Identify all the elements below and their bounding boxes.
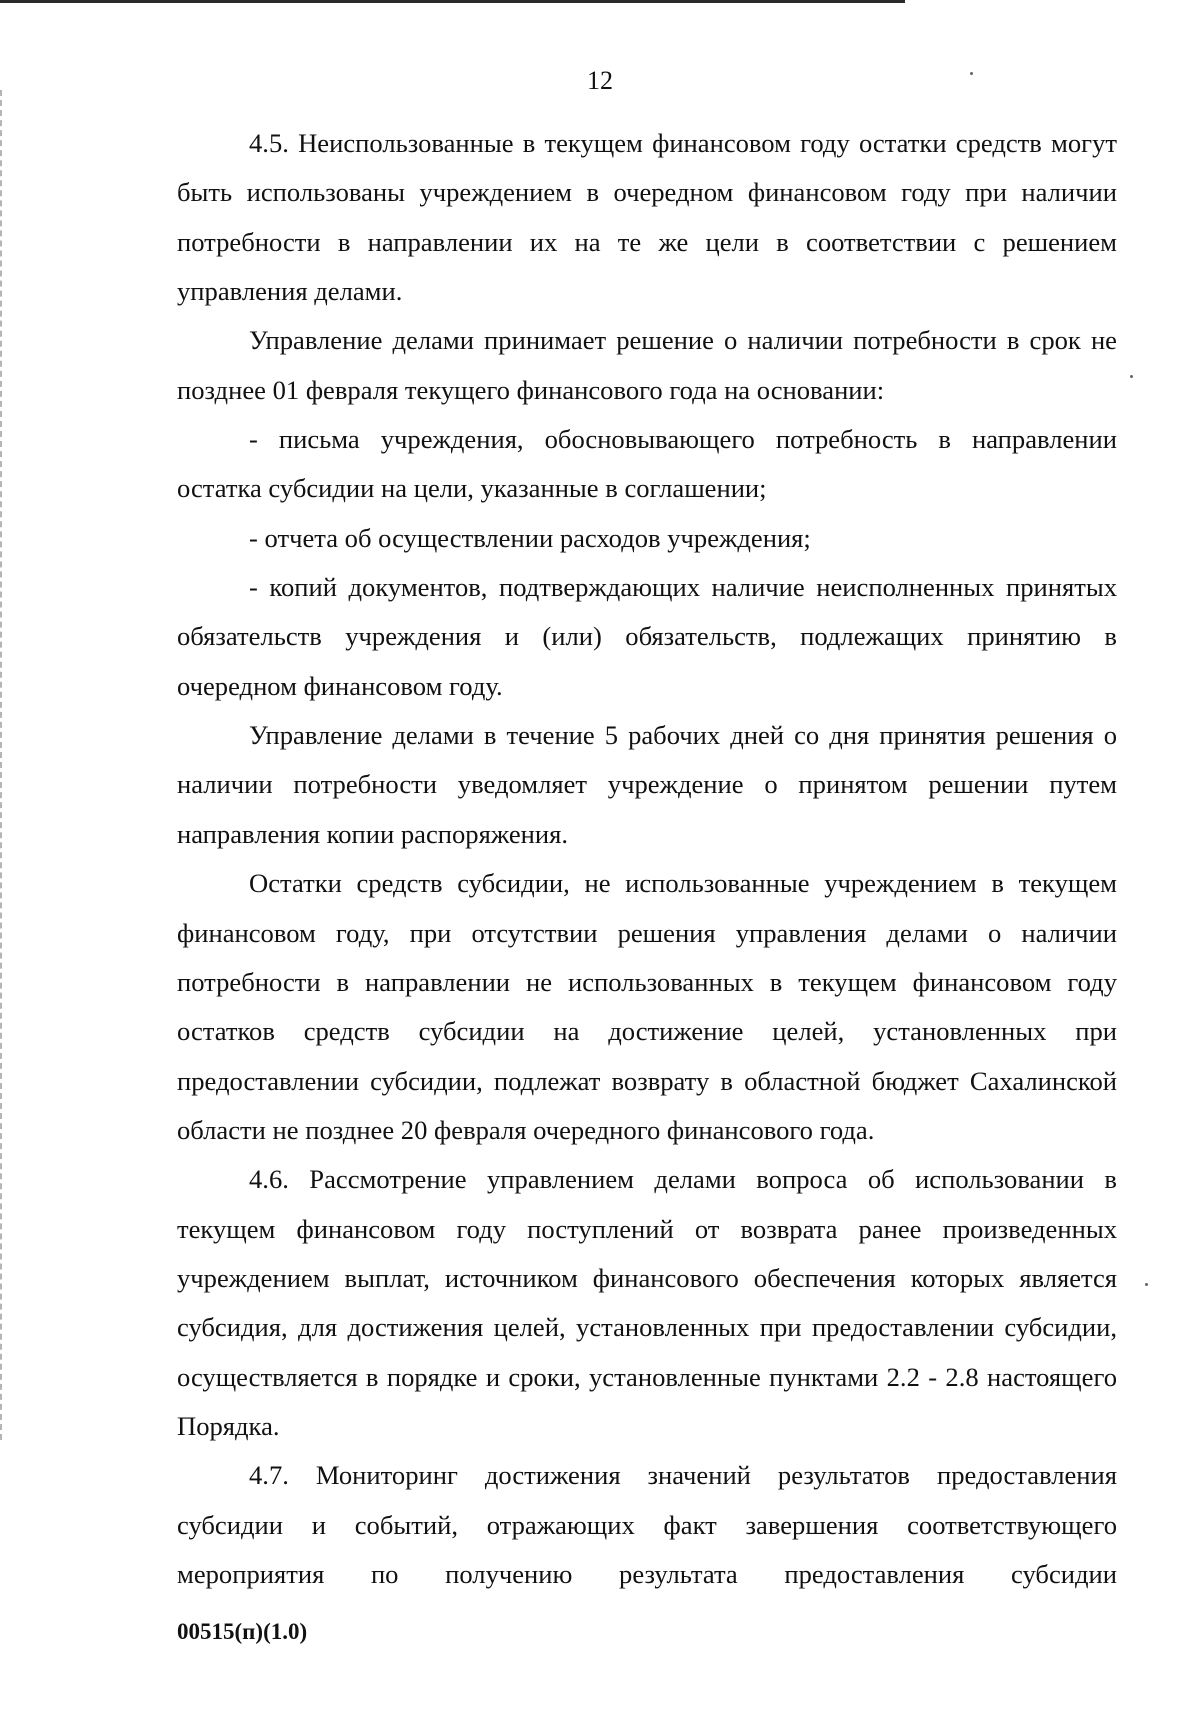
document-body (177, 119, 1117, 1599)
paragraph-decision-deadline: Управление делами принимает решение о наличии потребности в срок не позднее 01 февраля текущего финансового года на основании: (177, 325, 1117, 405)
document-code: 00515(п)(1.0) (177, 1619, 308, 1644)
page-number: 12 (587, 66, 613, 95)
scan-speck (1145, 1283, 1148, 1286)
paragraph-notification: Управление делами в течение 5 рабочих дней со дня принятия решения о наличии потребности уведомляет учреждение о принятом решении путем направления копии распоряжения. (177, 720, 1117, 849)
paragraph-remaining-funds: Остатки средств субсидии, не использованные учреждением в текущем финансовом году, при отсутствии решения управления делами о наличии потребности в направлении не использованных в текущем финансовом году остатков средств субсидии на достижение целей, установленных при предоставлении субсидии, подлежат возврату в областной бюджет Сахалинской области не позднее 20 февраля очередного финансового года. (177, 868, 1117, 1145)
paragraph-4-7: 4.7. Мониторинг достижения значений результатов предоставления субсидии и событий, отражающих факт завершения соответствующего мероприятия по получению результата предоставления субсидии (177, 1460, 1117, 1589)
scan-top-edge-line (0, 0, 905, 3)
list-item-copies: - копий документов, подтверждающих наличие неисполненных принятых обязательств учреждения и (или) обязательств, подлежащих принятию в очередном финансовом году. (177, 572, 1117, 701)
scan-left-edge-marks (0, 90, 4, 1440)
scan-speck (1130, 375, 1133, 378)
scan-speck (970, 72, 973, 75)
paragraph-4-5: 4.5. Неиспользованные в текущем финансовом году остатки средств могут быть использованы учреждением в очередном финансовом году при наличии потребности в направлении их на те же цели в соответствии с решением управления делами. (177, 128, 1117, 307)
paragraph-4-6: 4.6. Рассмотрение управлением делами вопроса об использовании в текущем финансовом году поступлений от возврата ранее произведенных учреждением выплат, источником финансового обеспечения которых является субсидия, для достижения целей, установленных при предоставлении субсидии, осуществляется в порядке и сроки, установленные пунктами 2.2 - 2.8 настоящего Порядка. (177, 1164, 1117, 1441)
list-item-report: - отчета об осуществлении расходов учреждения; (249, 522, 811, 553)
list-item-letter: - письма учреждения, обосновывающего потребность в направлении остатка субсидии на цели, указанные в соглашении; (177, 424, 1117, 504)
